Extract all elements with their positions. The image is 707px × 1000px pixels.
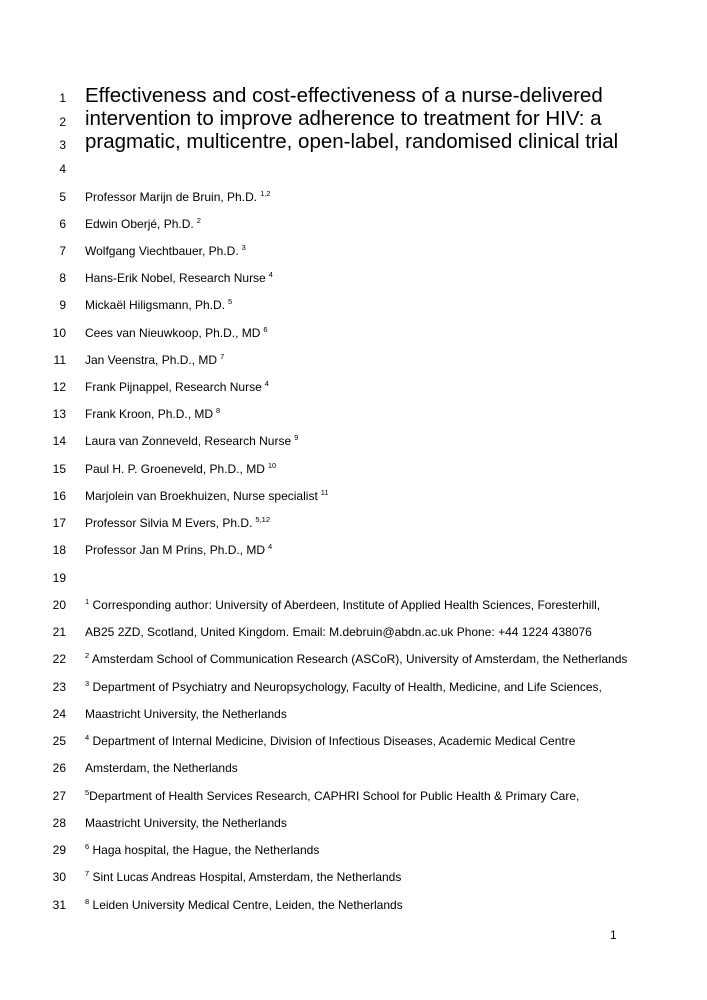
author-name: Hans-Erik Nobel, Research Nurse	[85, 271, 266, 285]
affiliation-text: Amsterdam School of Communication Research (ASCoR), University of Amsterdam, the Netherlands	[91, 652, 628, 666]
author-affiliation-ref: 7	[220, 352, 225, 361]
line-number: 19	[52, 571, 66, 585]
affiliation-number: 7	[85, 869, 90, 878]
author-name: Frank Kroon, Ph.D., MD	[85, 407, 214, 421]
affiliation	[85, 898, 403, 912]
author-affiliation-ref: 4	[264, 379, 269, 388]
affiliation-text: Maastricht University, the Netherlands	[85, 816, 287, 830]
line-number: 24	[52, 707, 66, 721]
author	[85, 353, 224, 367]
affiliation-number: 2	[85, 651, 90, 660]
affiliation-text: AB25 2ZD, Scotland, United Kingdom. Email: M.debruin@abdn.ac.uk Phone: +44 1224 438076	[85, 625, 592, 639]
author-name: Wolfgang Viechtbauer, Ph.D.	[85, 244, 239, 258]
author	[85, 462, 276, 476]
author-name: Professor Jan M Prins, Ph.D., MD	[85, 543, 266, 557]
line-number: 27	[52, 789, 66, 803]
author	[85, 407, 220, 421]
author-affiliation-ref: 10	[267, 461, 277, 470]
affiliation-text: Maastricht University, the Netherlands	[85, 707, 287, 721]
line-number: 25	[52, 734, 66, 748]
affiliation-text: Department of Health Services Research, CAPHRI School for Public Health & Primary Care,	[89, 789, 580, 803]
line-number: 13	[52, 407, 66, 421]
line-number: 3	[59, 138, 66, 152]
line-number: 11	[53, 353, 66, 367]
line-number: 9	[59, 298, 66, 312]
line-number: 20	[52, 598, 66, 612]
affiliation-continuation	[85, 707, 287, 721]
line-number: 28	[52, 816, 66, 830]
affiliation	[85, 598, 600, 612]
author	[85, 326, 268, 340]
affiliation	[85, 734, 575, 748]
line-number: 8	[59, 271, 66, 285]
author-name: Jan Veenstra, Ph.D., MD	[85, 353, 218, 367]
author	[85, 217, 201, 231]
line-number: 7	[59, 244, 66, 258]
author-affiliation-ref: 3	[241, 243, 246, 252]
page-number: 1	[610, 928, 617, 942]
affiliation-text: Haga hospital, the Hague, the Netherlands	[92, 843, 320, 857]
author-name: Frank Pijnappel, Research Nurse	[85, 380, 262, 394]
affiliation-number: 6	[85, 842, 90, 851]
author-name: Laura van Zonneveld, Research Nurse	[85, 434, 292, 448]
author-affiliation-ref: 4	[268, 270, 273, 279]
title-line: intervention to improve adherence to treatment for HIV: a	[85, 107, 602, 130]
affiliation	[85, 870, 401, 884]
affiliation-text: Amsterdam, the Netherlands	[85, 761, 238, 775]
affiliation-text: Leiden University Medical Centre, Leiden, the Netherlands	[92, 898, 403, 912]
affiliation	[85, 652, 627, 666]
author-affiliation-ref: 5,12	[255, 515, 270, 524]
author	[85, 244, 246, 258]
affiliation-continuation	[85, 761, 238, 775]
title-line: pragmatic, multicentre, open-label, randomised clinical trial	[85, 130, 619, 153]
line-number: 17	[52, 516, 66, 530]
author	[85, 271, 273, 285]
line-number: 15	[52, 462, 66, 476]
author	[85, 543, 272, 557]
author-affiliation-ref: 8	[216, 406, 221, 415]
title-line: Effectiveness and cost-effectiveness of a nurse-delivered	[85, 84, 603, 107]
affiliation-continuation	[85, 816, 287, 830]
line-number: 31	[52, 898, 66, 912]
author-name: Mickaël Hiligsmann, Ph.D.	[85, 298, 226, 312]
line-number: 6	[59, 217, 66, 231]
author-affiliation-ref: 6	[263, 325, 268, 334]
line-number: 4	[59, 162, 66, 176]
line-number: 10	[52, 326, 66, 340]
line-number: 22	[52, 652, 66, 666]
line-number: 16	[52, 489, 66, 503]
line-number: 26	[52, 761, 66, 775]
affiliation-continuation	[85, 625, 592, 639]
affiliation	[85, 680, 602, 694]
author	[85, 434, 298, 448]
affiliation-text: Department of Psychiatry and Neuropsychology, Faculty of Health, Medicine, and Life Sciences,	[92, 680, 602, 694]
affiliation-number: 4	[85, 733, 90, 742]
line-number: 5	[59, 190, 66, 204]
line-number: 12	[52, 380, 66, 394]
author	[85, 489, 329, 503]
author-name: Paul H. P. Groeneveld, Ph.D., MD	[85, 462, 265, 476]
affiliation-text: Department of Internal Medicine, Division of Infectious Diseases, Academic Medical Centre	[92, 734, 576, 748]
affiliation-number: 3	[85, 679, 90, 688]
line-number: 1	[59, 91, 66, 105]
author-name: Marjolein van Broekhuizen, Nurse specialist	[85, 489, 318, 503]
author-affiliation-ref: 9	[294, 433, 299, 442]
author	[85, 298, 232, 312]
affiliation-number: 5	[85, 788, 90, 797]
line-number: 23	[52, 680, 66, 694]
line-number: 29	[52, 843, 66, 857]
affiliation-number: 1	[85, 597, 90, 606]
line-number: 14	[52, 434, 66, 448]
affiliation-number: 8	[85, 897, 90, 906]
line-number: 18	[52, 543, 66, 557]
line-number: 30	[52, 870, 66, 884]
author-affiliation-ref: 11	[320, 488, 329, 497]
line-number: 21	[52, 625, 66, 639]
affiliation-text: Sint Lucas Andreas Hospital, Amsterdam, the Netherlands	[92, 870, 402, 884]
author	[85, 190, 271, 204]
author-affiliation-ref: 1,2	[260, 189, 271, 198]
author-name: Professor Marijn de Bruin, Ph.D.	[85, 190, 258, 204]
author	[85, 380, 269, 394]
author-name: Cees van Nieuwkoop, Ph.D., MD	[85, 326, 261, 340]
author-name: Edwin Oberjé, Ph.D.	[85, 217, 194, 231]
author	[85, 516, 270, 530]
affiliation	[85, 843, 319, 857]
author-affiliation-ref: 5	[228, 297, 233, 306]
author-name: Professor Silvia M Evers, Ph.D.	[85, 516, 253, 530]
line-number: 2	[59, 115, 66, 129]
author-affiliation-ref: 2	[196, 216, 201, 225]
author-affiliation-ref: 4	[268, 542, 273, 551]
affiliation-text: Corresponding author: University of Aberdeen, Institute of Applied Health Sciences, Foresterhill,	[92, 598, 601, 612]
affiliation	[85, 789, 579, 803]
